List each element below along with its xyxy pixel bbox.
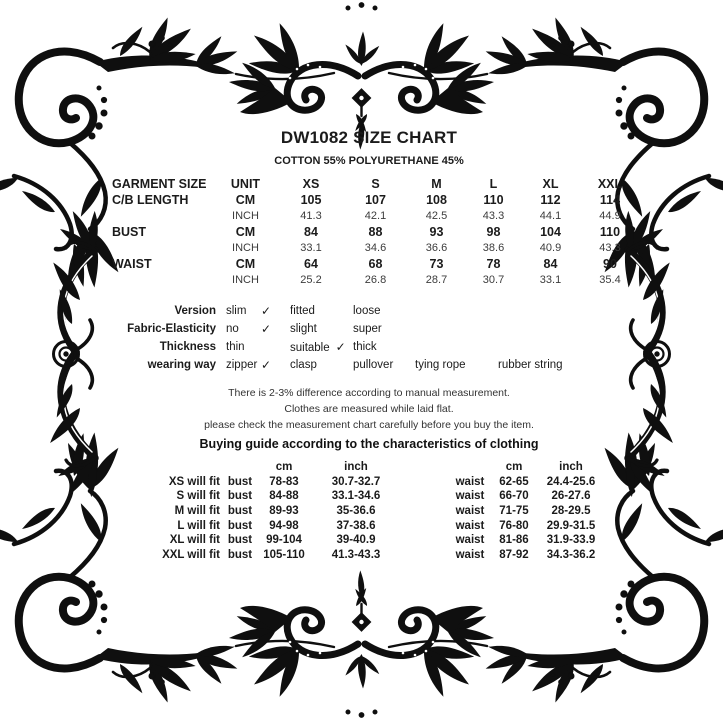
attribute-row <box>98 320 640 338</box>
bust-cm-range: 105-110 <box>263 548 305 561</box>
column-header: GARMENT SIZE <box>112 177 207 191</box>
value-cell: 73 <box>429 257 444 271</box>
check-icon: ✓ <box>260 358 272 372</box>
unit-cell: CM <box>235 193 256 207</box>
value-cell: 90 <box>603 257 617 271</box>
fit-row <box>98 518 640 533</box>
attribute-option: slim <box>226 305 247 317</box>
waist-label: waist <box>455 475 485 488</box>
bust-label: bust <box>227 490 253 503</box>
fabric-subtitle: COTTON 55% POLYURETHANE 45% <box>274 155 464 167</box>
unit-cell: INCH <box>232 242 259 254</box>
column-header-inch: inch <box>559 461 583 474</box>
fit-size-label: S will fit <box>176 490 220 503</box>
column-header: XXL <box>597 177 623 191</box>
waist-inch-range: 29.9-31.5 <box>546 519 596 532</box>
attribute-option <box>278 305 353 317</box>
table-row <box>98 224 640 240</box>
bust-inch-range: 30.7-32.7 <box>331 475 381 488</box>
value-cell: 84 <box>543 257 558 271</box>
waist-label: waist <box>455 548 485 561</box>
column-header: XL <box>542 177 559 191</box>
attributes-checklist <box>98 302 640 374</box>
waist-label: waist <box>455 505 485 518</box>
attribute-option-text: fitted <box>290 305 315 317</box>
fit-row <box>98 533 640 548</box>
check-icon: ✓ <box>335 340 346 354</box>
note-line: Clothes are measured while laid flat. <box>284 403 454 415</box>
attribute-label: Thickness <box>159 341 216 353</box>
table-row <box>98 208 640 224</box>
column-header: M <box>431 177 442 191</box>
measurement-notes <box>98 385 640 452</box>
bust-cm-range: 78-83 <box>269 475 299 488</box>
attribute-option: super <box>353 323 382 335</box>
bust-inch-range: 35-36.6 <box>336 505 376 518</box>
bust-cm-range: 89-93 <box>269 505 299 518</box>
value-cell: 28.7 <box>425 274 448 286</box>
value-cell: 42.1 <box>364 210 387 222</box>
waist-inch-range: 28-29.5 <box>551 505 591 518</box>
attribute-option: thin <box>226 341 245 353</box>
row-label: BUST <box>112 225 147 239</box>
bust-inch-range: 37-38.6 <box>336 519 376 532</box>
attribute-option: pullover <box>353 359 394 371</box>
bust-cm-range: 99-104 <box>266 534 302 547</box>
column-header: UNIT <box>230 177 261 191</box>
bust-label: bust <box>227 505 253 518</box>
fit-guide-table <box>98 460 640 562</box>
attribute-option-text: clasp <box>290 359 317 371</box>
waist-cm-range: 76-80 <box>499 519 529 532</box>
table-row <box>98 256 640 272</box>
value-cell: 30.7 <box>482 274 505 286</box>
value-cell: 110 <box>599 225 621 239</box>
row-label: WAIST <box>112 257 152 271</box>
bust-label: bust <box>227 519 253 532</box>
value-cell: 88 <box>368 225 383 239</box>
value-cell: 105 <box>300 193 322 207</box>
value-cell: 114 <box>599 193 621 207</box>
value-cell: 33.1 <box>300 242 322 254</box>
value-cell: 44.9 <box>599 210 621 222</box>
waist-cm-range: 87-92 <box>499 548 529 561</box>
waist-cm-range: 62-65 <box>499 475 529 488</box>
unit-cell: INCH <box>232 274 259 286</box>
value-cell: 64 <box>304 257 318 271</box>
waist-cm-range: 71-75 <box>499 505 529 518</box>
value-cell: 43.3 <box>599 242 621 254</box>
bust-label: bust <box>227 548 253 561</box>
bust-inch-range: 41.3-43.3 <box>331 548 381 561</box>
note-line: please check the measurement chart carefully before you buy the item. <box>204 419 534 431</box>
bust-cm-range: 84-88 <box>269 490 299 503</box>
fit-table-header <box>98 460 640 475</box>
value-cell: 42.5 <box>425 210 448 222</box>
fit-size-label: XL will fit <box>169 534 220 547</box>
value-cell: 38.6 <box>482 242 505 254</box>
check-icon: ✓ <box>260 304 272 318</box>
value-cell: 112 <box>540 193 561 207</box>
fit-row <box>98 475 640 490</box>
fit-size-label: M will fit <box>174 505 220 518</box>
value-cell: 33.1 <box>539 274 562 286</box>
bust-label: bust <box>227 534 253 547</box>
value-cell: 107 <box>365 193 386 207</box>
attribute-option <box>278 359 353 371</box>
value-cell: 44.1 <box>539 210 562 222</box>
table-row <box>98 192 640 208</box>
size-table-header <box>98 176 640 192</box>
value-cell: 93 <box>429 225 444 239</box>
check-icon: ✓ <box>260 322 272 336</box>
unit-cell: CM <box>235 257 256 271</box>
page-title: DW1082 SIZE CHART <box>280 128 458 147</box>
fit-size-label: XS will fit <box>168 475 220 488</box>
waist-label: waist <box>455 519 485 532</box>
fit-size-label: L will fit <box>177 519 220 532</box>
value-cell: 78 <box>486 257 501 271</box>
value-cell: 108 <box>426 193 447 207</box>
value-cell: 35.4 <box>599 274 621 286</box>
waist-inch-range: 24.4-25.6 <box>546 475 596 488</box>
attribute-label: Fabric-Elasticity <box>127 323 216 335</box>
attribute-option: no <box>226 323 239 335</box>
table-row <box>98 240 640 256</box>
fit-size-label: XXL will fit <box>162 548 220 561</box>
waist-label: waist <box>455 534 485 547</box>
waist-inch-range: 26-27.6 <box>551 490 591 503</box>
buying-guide-heading: Buying guide according to the characteristics of clothing <box>199 437 539 451</box>
attribute-option: thick <box>353 341 377 353</box>
unit-cell: INCH <box>232 210 259 222</box>
value-cell: 36.6 <box>425 242 448 254</box>
waist-inch-range: 31.9-33.9 <box>546 534 596 547</box>
bust-cm-range: 94-98 <box>269 519 299 532</box>
unit-cell: CM <box>235 225 256 239</box>
attribute-row <box>98 356 640 374</box>
attribute-label: Version <box>174 305 216 317</box>
waist-inch-range: 34.3-36.2 <box>546 548 596 561</box>
attribute-option: tying rope <box>415 359 466 371</box>
value-cell: 41.3 <box>300 210 322 222</box>
note-line: There is 2-3% difference according to manual measurement. <box>228 387 510 399</box>
value-cell: 34.6 <box>364 242 387 254</box>
value-cell: 104 <box>540 225 561 239</box>
fit-row <box>98 504 640 519</box>
attribute-option <box>278 323 353 335</box>
fit-row <box>98 548 640 563</box>
value-cell: 25.2 <box>300 274 322 286</box>
value-cell: 68 <box>368 257 383 271</box>
attribute-option: loose <box>353 305 381 317</box>
value-cell: 26.8 <box>364 274 387 286</box>
value-cell: 40.9 <box>539 242 562 254</box>
attribute-row <box>98 302 640 320</box>
fit-row <box>98 489 640 504</box>
bust-inch-range: 39-40.9 <box>336 534 376 547</box>
value-cell: 84 <box>304 225 318 239</box>
column-header-cm: cm <box>275 461 293 474</box>
attribute-label: wearing way <box>147 359 216 371</box>
column-header-cm: cm <box>505 461 523 474</box>
attribute-option-text: slight <box>290 323 317 335</box>
column-header: L <box>489 177 498 191</box>
value-cell: 98 <box>486 225 501 239</box>
row-label: C/B LENGTH <box>112 193 189 207</box>
value-cell: 110 <box>483 193 504 207</box>
attribute-option-text: suitable <box>290 342 330 354</box>
table-row <box>98 272 640 288</box>
waist-cm-range: 81-86 <box>499 534 529 547</box>
waist-label: waist <box>455 490 485 503</box>
bust-label: bust <box>227 475 253 488</box>
size-table <box>98 176 640 288</box>
chart-content <box>98 128 640 562</box>
column-header: XS <box>302 177 320 191</box>
value-cell: 43.3 <box>482 210 505 222</box>
attribute-option: zipper <box>226 359 258 371</box>
attribute-option <box>278 340 353 354</box>
waist-cm-range: 66-70 <box>499 490 529 503</box>
column-header: S <box>371 177 380 191</box>
attribute-option: rubber string <box>498 359 563 371</box>
attribute-row <box>98 338 640 356</box>
bust-inch-range: 33.1-34.6 <box>331 490 381 503</box>
column-header-inch: inch <box>344 461 368 474</box>
